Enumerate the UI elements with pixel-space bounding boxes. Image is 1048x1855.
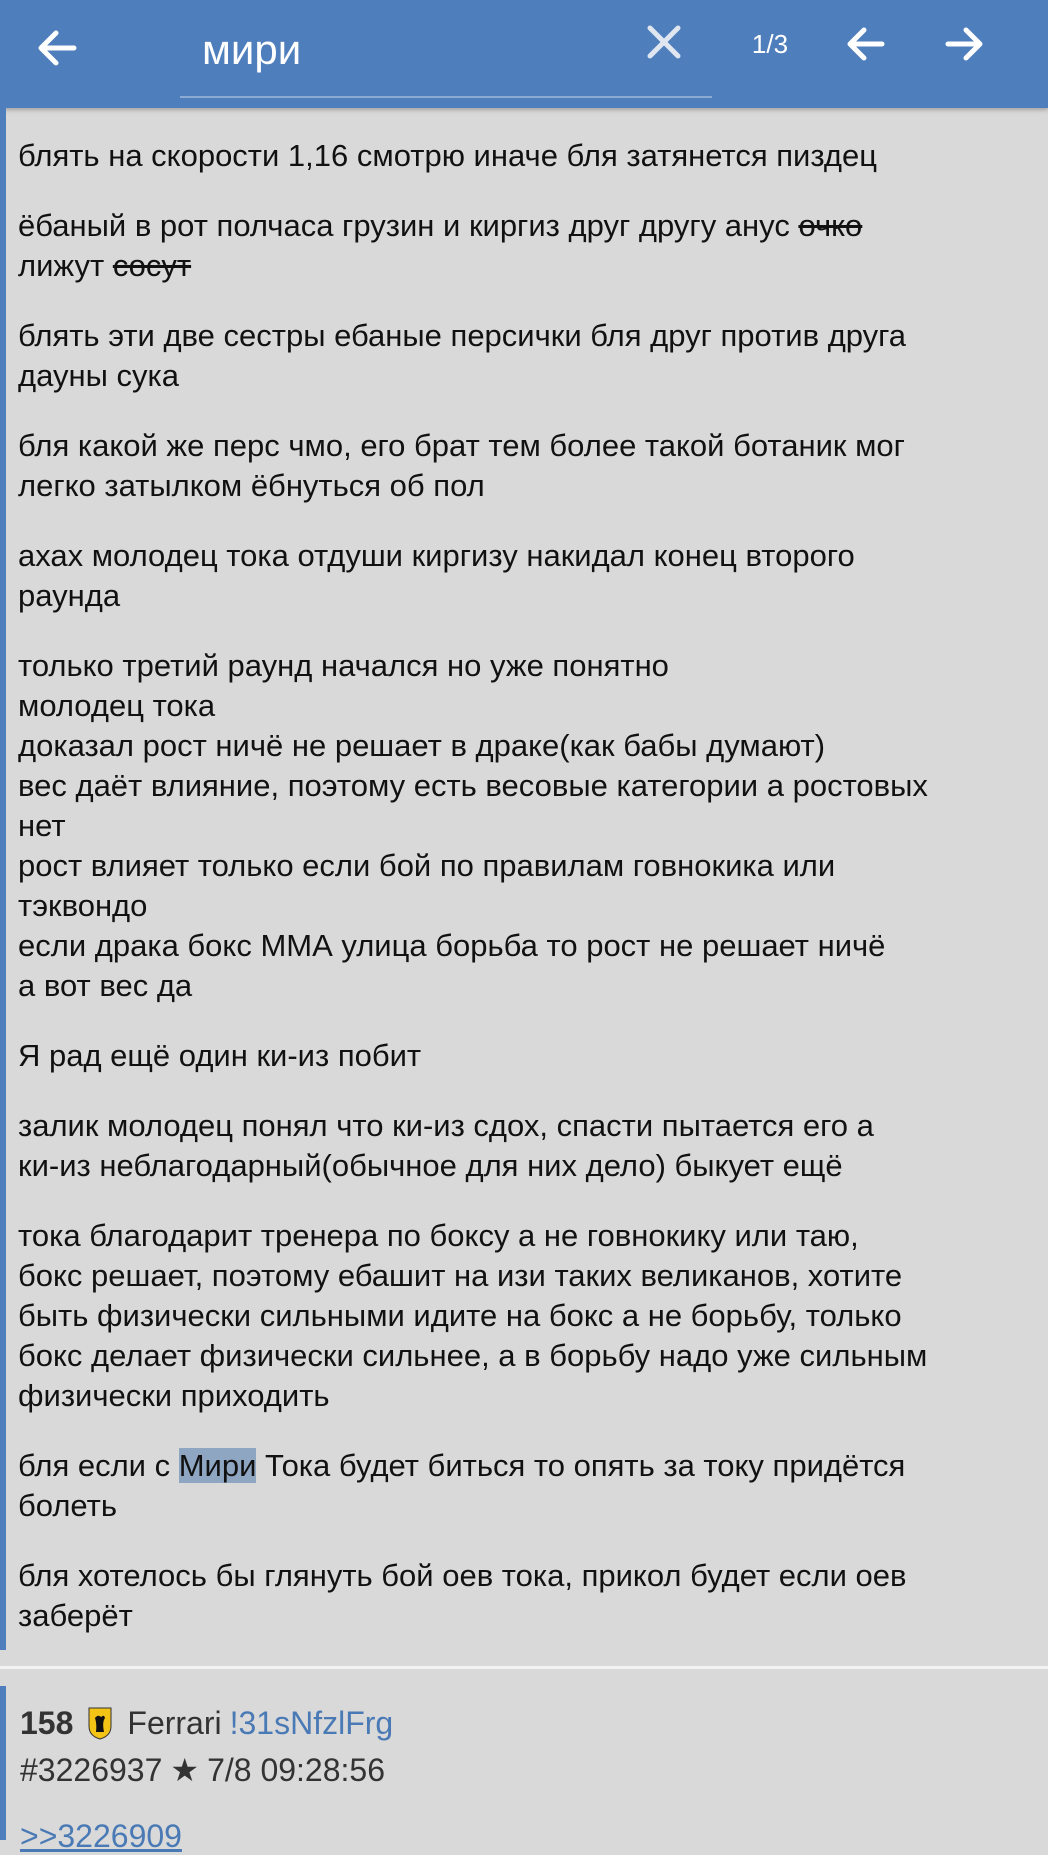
text-segment: ёбаный в рот полчаса грузин и киргиз друг другу анус [18,208,799,243]
text-line: ки-из неблагодарный(обычное для них дело) быкует ещё [18,1148,843,1183]
tripcode: !31sNfzlFrg [229,1704,394,1741]
post-header [20,1698,393,1748]
previous-match-icon[interactable] [840,18,892,70]
text-line: бокс решает, поэтому ебашит на изи таких великанов, хотите [18,1258,903,1293]
text-line: доказал рост ничё не решает в драке(как бабы думают) [18,728,826,763]
text-line: рост влияет только если бой по правилам говнокика или [18,848,836,883]
post-paragraph [18,1106,1048,1186]
post-paragraph [18,136,1048,176]
post-paragraph [18,1446,1048,1526]
text-line: только третий раунд начался но уже понятно [18,648,669,683]
post [0,1686,1048,1854]
author-name: Ferrari [127,1704,222,1741]
text-line: нет [18,808,66,843]
text-segment: лижут [18,248,113,283]
post-paragraph [18,206,1048,286]
text-segment: бля если с [18,1448,179,1483]
match-counter: 1/3 [751,29,789,59]
text-line: раунда [18,578,121,613]
post-meta [20,1748,385,1792]
text-line: Я рад ещё один ки-из побит [18,1038,422,1073]
post-datetime: 7/8 09:28:56 [207,1751,385,1788]
text-segment: Тока будет биться то опять за току придётся [256,1448,906,1483]
text-line: бокс делает физически сильнее, а в борьбу надо уже сильным [18,1338,928,1373]
post-paragraph [18,646,1048,1006]
post-id: #3226937 [20,1751,163,1788]
back-arrow-icon[interactable] [30,20,86,76]
star-icon[interactable]: ★ [170,1752,200,1788]
post [0,108,1048,1650]
search-match-highlight: Мири [178,1448,257,1483]
strikethrough-text: сосут [112,248,192,283]
text-line: ахах молодец тока отдуши киргизу накидал конец второго [18,538,855,573]
post-paragraph [18,1556,1048,1636]
post-paragraph [18,536,1048,616]
ferrari-icon [87,1706,113,1740]
text-line: а вот вес да [18,968,193,1003]
post-number: 158 [20,1704,74,1741]
text-line: залик молодец понял что ки-из сдох, спасти пытается его а [18,1108,874,1143]
text-line: блять эти две сестры ебаные персички бля друг против друга [18,318,907,353]
text-line: бля какой же перс чмо, его брат тем более такой ботаник мог [18,428,905,463]
strikethrough-text: очко [798,208,863,243]
post-divider [0,1666,1048,1669]
search-toolbar [0,0,1048,108]
post-paragraph [18,1216,1048,1416]
text-line: тока благодарит тренера по боксу а не говнокику или таю, [18,1218,859,1253]
text-line: если драка бокс ММА улица борьба то рост не решает ничё [18,928,886,963]
text-line: тэквондо [18,888,148,923]
post-body [18,136,1048,1666]
text-line: болеть [18,1488,117,1523]
text-line: легко затылком ёбнуться об пол [18,468,485,503]
clear-icon[interactable] [640,18,688,66]
text-line: блять на скорости 1,16 смотрю иначе бля затянется пиздец [18,138,877,173]
post-paragraph [18,1036,1048,1076]
next-match-icon[interactable] [938,18,990,70]
text-line: физически приходить [18,1378,330,1413]
text-line: дауны сука [18,358,179,393]
post-paragraph [18,426,1048,506]
reply-link[interactable]: >>3226909 [20,1818,182,1854]
search-input[interactable] [180,18,620,82]
text-line: быть физически сильными идите на бокс а не борьбу, только [18,1298,902,1333]
text-line: заберёт [18,1598,133,1633]
text-line: вес даёт влияние, поэтому есть весовые категории а ростовых [18,768,928,803]
text-line: бля хотелось бы глянуть бой оев тока, прикол будет если оев [18,1558,907,1593]
search-field [180,10,712,98]
text-line: молодец тока [18,688,216,723]
post-paragraph [18,316,1048,396]
